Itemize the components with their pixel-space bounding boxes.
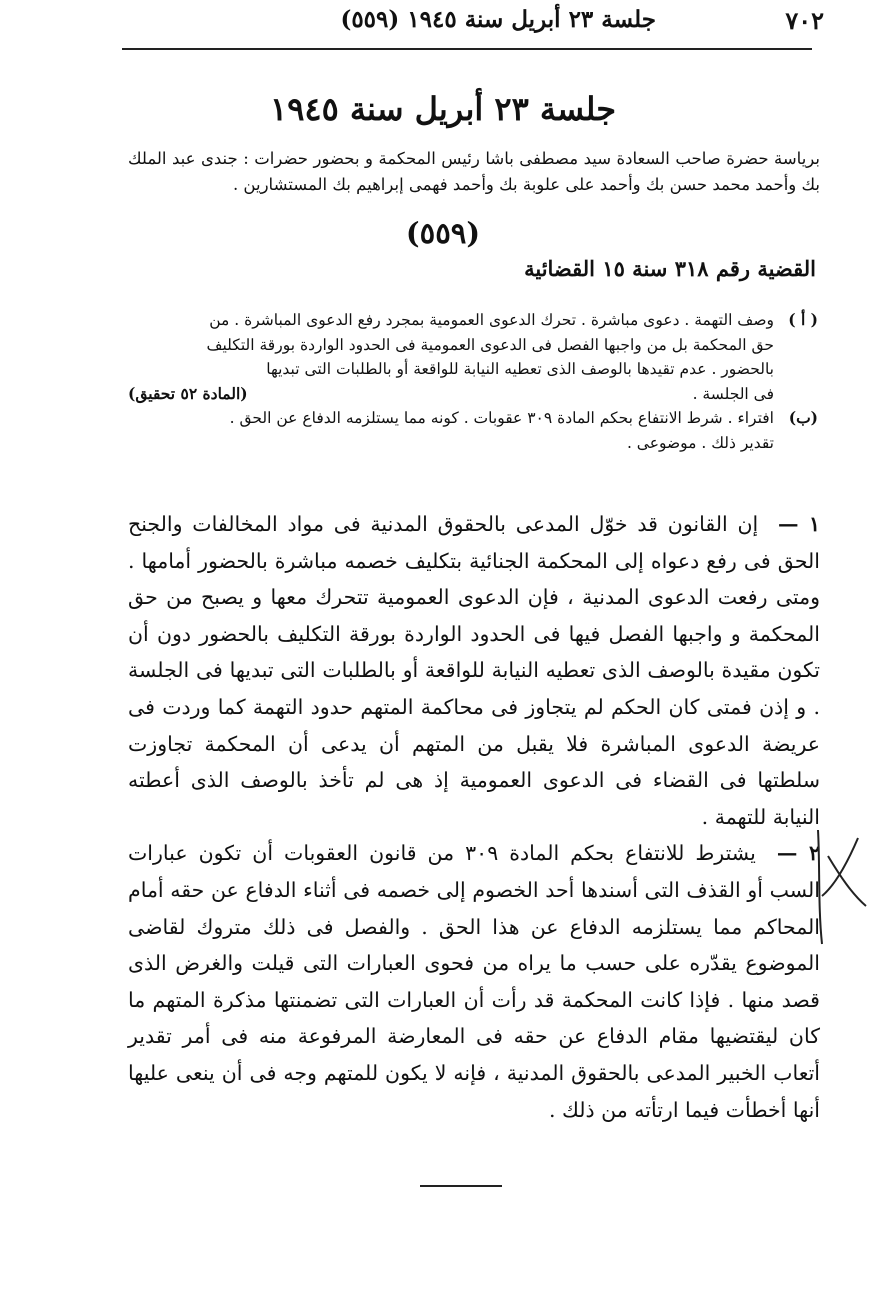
- paragraph-text: يشترط للانتفاع بحكم المادة ٣٠٩ من قانون العقوبات أن تكون عبارات السب أو القذف التى أسندها أحد الخصوم إلى خصمه فى أثناء الدفاع عن حقه أمام المحاكم مما يستلزمه الدفاع عن هذا الحق . والفصل فى ذلك متروك لقاضى الموضوع يقدّره على حسب ما يراه من فحوى العبارات التى قيلت والغرض الذى قصد منها . فإذا كانت المحكمة قد رأت أن العبارات التى تضمنتها مذكرة المتهم ما كان ليقتضيها مقام الدفاع عن حقه فى المعارضة المرفوعة منه فى أمر تقدير أتعاب الخبير المدعى بالحقوق المدنية ، فإنه لا يكون للمتهم وجه فى أن ينعى عليها أنها أخطأت فيما ارتأته من ذلك .: [128, 841, 820, 1122]
- header-divider: [122, 48, 812, 50]
- judgment-body: [128, 506, 820, 1128]
- headnote-line-text: فى الجلسة .: [692, 384, 774, 403]
- headnote-letter: ( أ ): [788, 310, 818, 329]
- headnote-line: حق المحكمة بل من واجبها الفصل فى الدعوى العمومية فى الحدود الواردة بورقة التكليف: [206, 335, 774, 354]
- headnote-line: وصف التهمة . دعوى مباشرة . تحرك الدعوى العمومية بمجرد رفع الدعوى المباشرة . من: [209, 311, 774, 329]
- page-number: ٧٠٢: [785, 6, 824, 35]
- paragraph-number: ١ —: [778, 512, 820, 536]
- end-divider: [420, 1185, 502, 1187]
- case-number: (٥٥٩): [405, 216, 481, 250]
- headnote-line: [128, 382, 774, 407]
- headnote-line: افتراء . شرط الانتفاع بحكم المادة ٣٠٩ عقوبات . كونه مما يستلزمه الدفاع عن الحق .: [229, 409, 774, 427]
- session-title: جلسة ٢٣ أبريل سنة ١٩٤٥: [270, 90, 616, 128]
- article-reference: (المادة ٥٢ تحقيق): [128, 383, 248, 403]
- paragraph-number: ٢ —: [776, 841, 821, 866]
- paragraph-1: [128, 506, 820, 835]
- headnotes: [128, 308, 818, 455]
- handwritten-margin-mark: [812, 826, 872, 950]
- headnote-b: [128, 406, 818, 455]
- headnote-line: بالحضور . عدم تقيدها بالوصف الذى تعطيه النيابة للواقعة أو بالطلبات التى تبديها: [266, 360, 774, 378]
- headnote-a: [128, 308, 818, 406]
- paragraph-text: إن القانون قد خوّل المدعى بالحقوق المدنية فى مواد المخالفات والجنح الحق فى رفع دعواه إلى المحكمة الجنائية بتكليف خصمه مباشرة بالحضور أمامها . ومتى رفعت الدعوى المدنية ، فإن الدعوى العمومية تتحرك معها و يصبح من حق المحكمة و واجبها الفصل فيها فى الحدود الواردة بورقة التكليف بالحضور دون أن تكون مقيدة بالوصف الذى تعطيه النيابة للواقعة أو بالطلبات التى تبديها فى الجلسة . و إذن فمتى كان الحكم لم يتجاوز فى محاكمة المتهم حدود التهمة كما وردت فى عريضة الدعوى المباشرة فلا يقبل من المتهم أن يدعى أن المحكمة تجاوزت سلطتها فى القضاء فى الدعوى العمومية إذ هى لم تأخذ بالوصف الذى أعطته النيابة للتهمة .: [128, 512, 820, 829]
- presiding-panel: برياسة حضرة صاحب السعادة سيد مصطفى باشا رئيس المحكمة و بحضور حضرات : جندى عبد الملك بك وأحمد محمد حسن بك وأحمد على علوبة بك وأحمد فهمى إبراهيم بك المستشارين .: [128, 149, 820, 194]
- paragraph-2: [128, 835, 820, 1128]
- headnote-line: تقدير ذلك . موضوعى .: [626, 433, 774, 452]
- headnote-letter: (ب): [788, 408, 818, 427]
- running-title: جلسة ٢٣ أبريل سنة ١٩٤٥ (٥٥٩): [340, 6, 656, 33]
- case-reference: القضية رقم ٣١٨ سنة ١٥ القضائية: [524, 256, 816, 281]
